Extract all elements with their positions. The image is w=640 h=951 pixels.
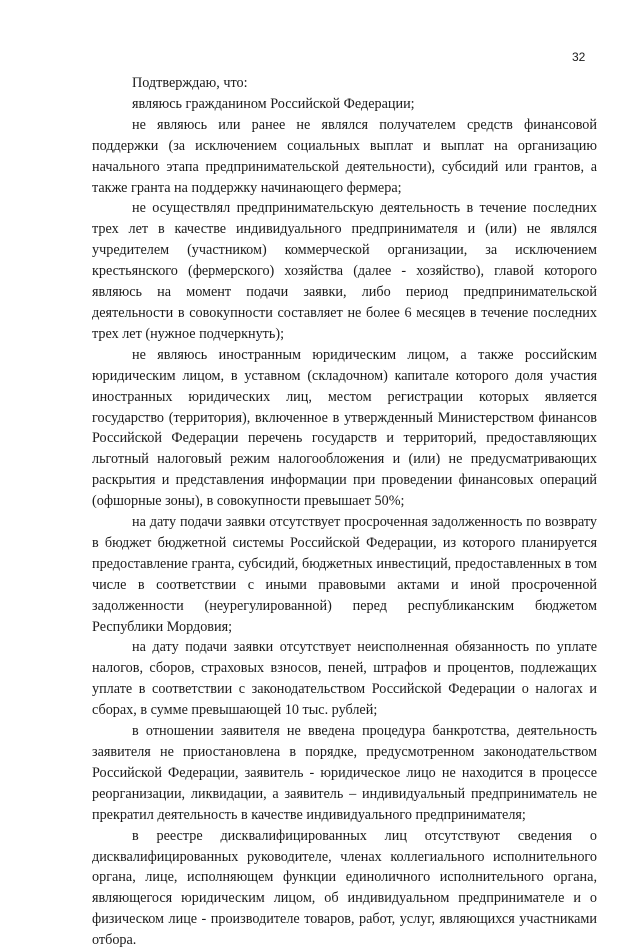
paragraph-tax-obligation: на дату подачи заявки отсутствует неисполненная обязанность по уплате налогов, сборов, страховых взносов, пеней, штрафов и процентов, подлежащих уплате в соответствии с законодательством Российской Федерации о налогах и сборах, в сумме превышающей 10 тыс. рублей;	[92, 639, 597, 719]
paragraph-budget-debt: на дату подачи заявки отсутствует просроченная задолженность по возврату в бюджет бюджетной системы Российской Федерации, из которого планируется предоставление гранта, субсидий, бюджетных инвестиций, предоставленных в том числе в соответствии с иными правовыми актами и иной просроченной задолженности (неурегулированной) перед республиканским бюджетом Республики Мордовия;	[92, 514, 597, 635]
paragraph-citizenship: являюсь гражданином Российской Федерации;	[132, 95, 415, 112]
intro-line: Подтверждаю, что:	[132, 75, 248, 91]
document-body	[92, 73, 597, 951]
paragraph-bankruptcy: в отношении заявителя не введена процедура банкротства, деятельность заявителя не приостановлена в порядке, предусмотренном законодательством Российской Федерации, заявитель - юридическое лицо не находится в процессе реорганизации, ликвидации, а заявитель – индивидуальный предприниматель не прекратил деятельность в качестве индивидуального предпринимателя;	[92, 723, 597, 823]
paragraph-financial-support: не являюсь или ранее не являлся получателем средств финансовой поддержки (за исключением социальных выплат и выплат на организацию начального этапа предпринимательской деятельности), субсидий или грантов, а также гранта на поддержку начинающего фермера;	[92, 116, 597, 196]
paragraph-disqualified-persons: в реестре дисквалифицированных лиц отсутствуют сведения о дисквалифицированных руководителе, членах коллегиального исполнительного органа, лице, исполняющем функции единоличного исполнительного органа, являющегося юридическим лицом, об индивидуальном предпринимателе и о физическом лице - производителе товаров, работ, услуг, являющихся участниками отбора.	[92, 827, 597, 949]
paragraph-foreign-entity: не являюсь иностранным юридическим лицом, а также российским юридическим лицом, в уставном (складочном) капитале которого доля участия иностранных юридических лиц, местом регистрации которых является государство (территория), включенное в утвержденный Министерством финансов Российской Федерации перечень государств и территорий, предоставляющих льготный налоговый режим налогообложения и (или) не предусматривающих раскрытия и представления информации при проведении финансовых операций (офшорные зоны), в совокупности превышает 50%;	[92, 346, 597, 510]
paragraph-entrepreneurship: не осуществлял предпринимательскую деятельность в течение последних трех лет в качестве индивидуального предпринимателя и (или) не являлся учредителем (участником) коммерческой организации, за исключением крестьянского (фермерского) хозяйства (далее - хозяйство), главой которого являюсь на момент подачи заявки, либо период предпринимательской деятельности в совокупности составляет не более 6 месяцев в течение последних трех лет (нужное подчеркнуть);	[92, 200, 597, 342]
page-number: 32	[572, 50, 586, 64]
